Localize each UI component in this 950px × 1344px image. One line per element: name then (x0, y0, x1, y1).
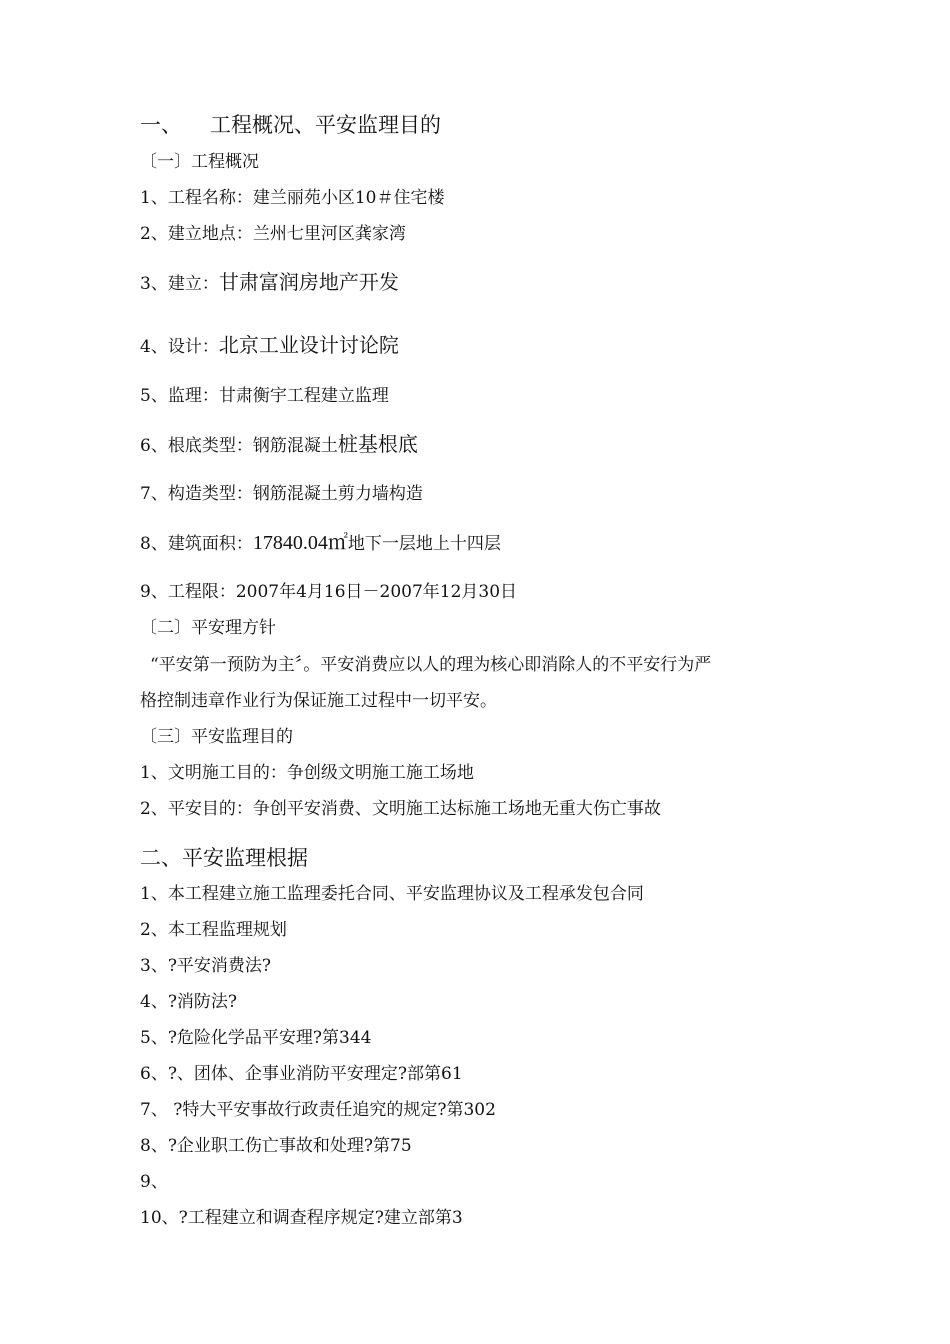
subsection-safety-goals: 〔三〕平安监理目的 (140, 727, 293, 747)
policy-text-line-2: 格控制违章作业行为保证施工过程中一切平安。 (140, 691, 497, 711)
item-builder-label: 3、建立： (140, 274, 219, 294)
item-foundation-type-label: 6、根底类型：钢筋混凝土 (140, 436, 338, 456)
section1-heading-number: 一、 (140, 113, 182, 137)
item-building-area (140, 532, 501, 555)
subsection-project-overview: 〔一〕工程概况 (140, 152, 259, 172)
item-designer-value: 北京工业设计讨论院 (218, 333, 399, 357)
item-building-area-value: 17840.04㎡ (252, 532, 348, 554)
item-construction-site: 2、建立地点：兰州七里河区龚家湾 (140, 224, 406, 244)
basis-item: 8、?企业职工伤亡事故和处理?第75 (140, 1136, 412, 1156)
item-supervisor: 5、监理：甘肃衡宇工程建立监理 (140, 386, 389, 406)
basis-item: 10、?工程建立和调查程序规定?建立部第3 (140, 1208, 463, 1228)
item-designer-label: 4、设计： (140, 337, 219, 357)
basis-item: 6、?、团体、企事业消防平安理定?部第61 (140, 1064, 463, 1084)
item-building-area-floors: 地下一层地上十四层 (347, 534, 501, 554)
goal-safety: 2、平安目的：争创平安消费、文明施工达标施工场地无重大伤亡事故 (140, 799, 661, 819)
basis-item: 9、 (140, 1172, 168, 1192)
item-structure-type: 7、构造类型：钢筋混凝土剪力墙构造 (140, 484, 423, 504)
item-designer (140, 334, 399, 358)
basis-item: 1、本工程建立施工监理委托合同、平安监理协议及工程承发包合同 (140, 884, 644, 904)
item-foundation-type (140, 433, 418, 457)
basis-item: 4、?消防法? (140, 992, 238, 1012)
basis-item: 7、 ?特大平安事故行政责任追究的规定?第302 (140, 1100, 496, 1120)
item-foundation-type-value: 桩基根底 (337, 432, 418, 456)
section2-heading: 二、平安监理根据 (140, 846, 308, 870)
subsection-safety-policy: 〔二〕平安理方针 (140, 618, 276, 638)
item-builder (140, 271, 399, 295)
item-building-area-label: 8、建筑面积： (140, 534, 253, 554)
policy-text-line-1: “平安第一预防为主〞。平安消费应以人的理为核心即消除人的不平安行为严 (150, 655, 712, 675)
item-builder-value: 甘肃富润房地产开发 (218, 270, 399, 294)
section1-heading (140, 112, 441, 138)
item-project-name: 1、工程名称：建兰丽苑小区10＃住宅楼 (140, 188, 445, 208)
basis-item: 3、?平安消费法? (140, 956, 272, 976)
basis-item: 5、?危险化学品平安理?第344 (140, 1028, 372, 1048)
item-project-period: 9、工程限：2007年4月16日－2007年12月30日 (140, 582, 518, 602)
basis-item: 2、本工程监理规划 (140, 920, 287, 940)
goal-civilized-construction: 1、文明施工目的：争创级文明施工施工场地 (140, 763, 474, 783)
section1-heading-text: 工程概况、平安监理目的 (210, 113, 441, 137)
